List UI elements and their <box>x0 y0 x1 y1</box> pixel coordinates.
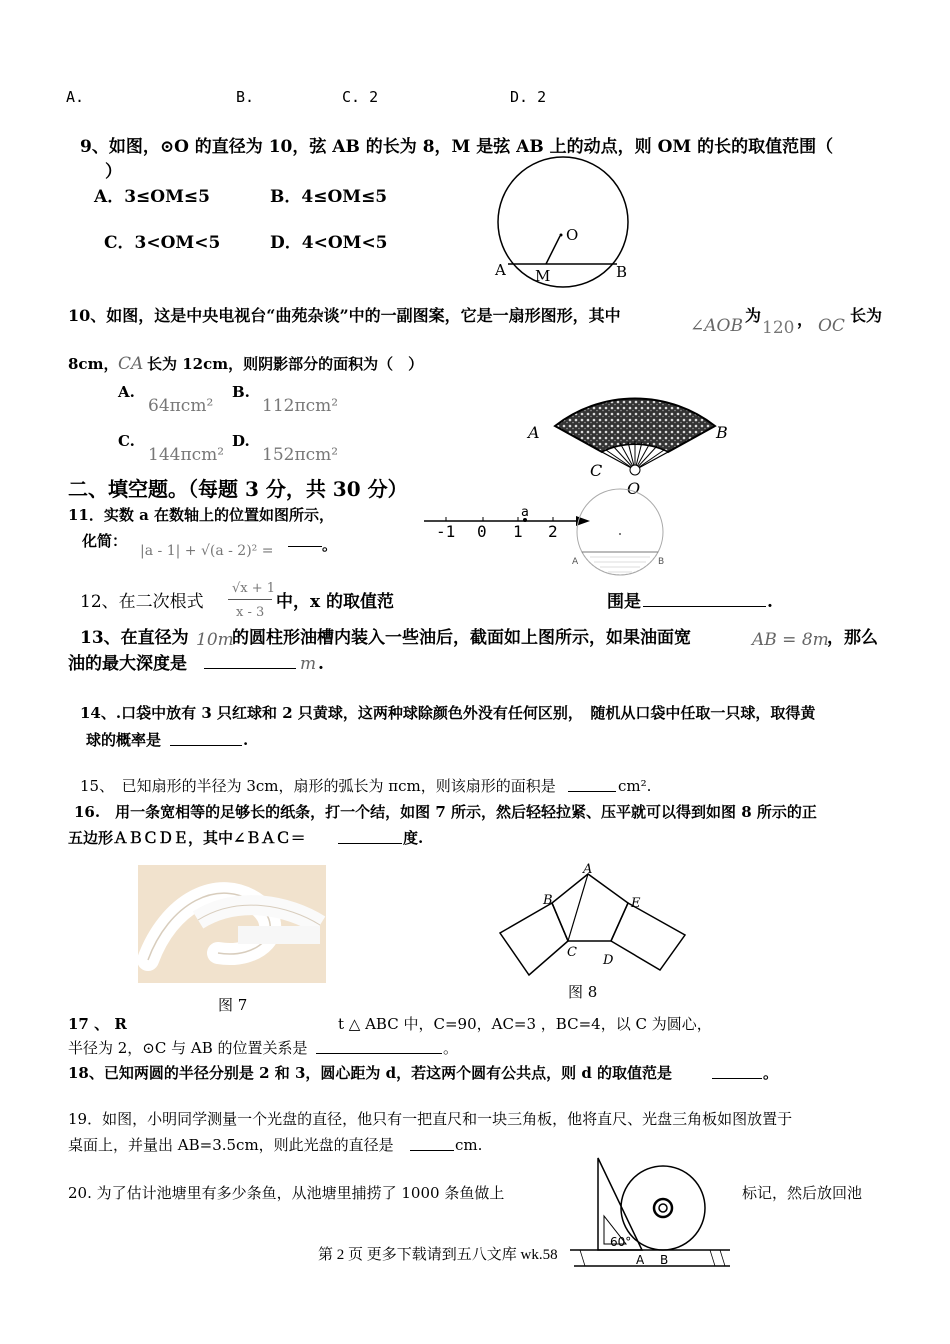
q19-line2: 桌面上，并量出 AB=3.5cm，则此光盘的直径是 <box>68 1136 394 1154</box>
q19-label-b: B <box>660 1253 669 1267</box>
q10-ca: CA <box>118 354 144 374</box>
q10-option-a: 64πcm² <box>148 396 214 416</box>
q11-expression: |a - 1| + √(a - 2)² = <box>140 543 274 559</box>
q10-option-c: 144πcm² <box>148 445 225 465</box>
q15-answer-blank[interactable] <box>568 777 616 796</box>
q13-unit: m <box>300 654 317 674</box>
q10-label-o: O <box>627 479 641 498</box>
q11-simplify: 化简： <box>82 532 128 550</box>
q19-answer-blank[interactable] <box>410 1136 454 1155</box>
point-label-a: a <box>521 505 529 520</box>
option-b: B. <box>236 88 255 106</box>
q18-end: 。 <box>763 1064 779 1082</box>
q10-oc: OC <box>818 316 845 336</box>
q10-len: 长为 <box>850 306 883 325</box>
option-a: A. <box>66 88 85 106</box>
q20-line1: 20. 为了估计池塘里有多少条鱼，从池塘里捕捞了 1000 条鱼做上 <box>68 1184 505 1202</box>
q9-label-o: O <box>566 226 579 244</box>
q11-stem: 11．实数 a 在数轴上的位置如图所示， <box>68 506 335 524</box>
q9-label-m: M <box>535 267 551 285</box>
fig8-label-c: C <box>567 945 577 960</box>
q12-end: . <box>767 592 773 612</box>
q19-line1: 19．如图，小明同学测量一个光盘的直径，他只有一把直尺和一块三角板，他将直尺、光盘三角板如图放置于 <box>68 1110 793 1128</box>
q10-label-a: A <box>528 423 540 442</box>
q10-option-d-label: D. <box>232 432 250 450</box>
option-d: D. 2 <box>510 88 547 106</box>
fig8-label-d: D <box>603 953 614 968</box>
q12-tail: 围是 <box>607 592 641 612</box>
q16-line2: 五边形ＡＢＣＤＥ，其中∠ＢＡＣ＝ <box>68 829 306 847</box>
q13-post: ，那么 <box>827 628 878 648</box>
q19-label-a: A <box>636 1253 645 1267</box>
q12-numerator: √x + 1 <box>232 581 276 596</box>
q10-label-c: C <box>590 461 603 480</box>
q10-label-b: B <box>716 423 728 442</box>
q10-line2b: 长为 12cm，则阴影部分的面积为（ ） <box>147 355 424 373</box>
tick-label-1: 1 <box>513 522 523 541</box>
q10-line1: 10、如图，这是中央电视台“曲苑杂谈”中的一副图案，它是一扇形图形，其中 <box>68 306 621 325</box>
q12-pre: 12、在二次根式 <box>80 592 204 612</box>
q14-answer-blank[interactable] <box>170 731 242 750</box>
q15-text: 15、 已知扇形的半径为 3cm，扇形的弧长为 πcm，则该扇形的面积是 <box>80 777 556 795</box>
fig8-label-e: E <box>631 896 641 911</box>
q17-answer-blank[interactable] <box>316 1039 442 1058</box>
fig8-caption: 图 8 <box>568 983 598 1001</box>
q17-head: 17 、 R <box>68 1015 127 1033</box>
fig8-pentagon <box>495 862 695 977</box>
q15-unit: cm². <box>618 777 652 795</box>
q13-line2: 油的最大深度是 <box>68 654 187 674</box>
q14-line2: 球的概率是 <box>86 731 162 749</box>
q10-wei: 为 <box>745 306 762 325</box>
page-footer: 第 2 页 更多下载请到五八文库 wk.58 <box>318 1247 558 1263</box>
q9-label-a: A <box>495 261 506 279</box>
q12-answer-blank[interactable] <box>643 592 766 611</box>
option-c: C. 2 <box>342 88 379 106</box>
q10-line2a: 8cm， <box>68 355 119 373</box>
fig7-paper-knot <box>138 865 326 983</box>
q13-ab: AB = 8m <box>752 630 829 650</box>
q10-option-a-label: A. <box>118 383 135 401</box>
q10-option-c-label: C. <box>118 432 135 450</box>
q16-answer-blank[interactable] <box>338 829 402 848</box>
q17-end: 。 <box>443 1039 459 1057</box>
q12-denominator: x - 3 <box>236 605 265 620</box>
q11-end: 。 <box>322 536 338 554</box>
q10-degree: 120 <box>762 318 795 338</box>
q14-line1: 14、.口袋中放有 3 只红球和 2 只黄球，这两种球除颜色外没有任何区别， 随机从口袋中任取一只球，取得黄 <box>80 704 816 722</box>
q10-option-b: 112πcm² <box>262 396 339 416</box>
q9-option-c: C．3<OM<5 <box>104 233 221 253</box>
q9-close: ） <box>105 162 122 182</box>
q13-tank-figure <box>570 492 670 582</box>
q12-post: 中，x 的取值范 <box>276 592 395 612</box>
q9-circle-figure <box>490 150 640 290</box>
q13-pre: 13、在直径为 <box>80 628 189 648</box>
q13-label-a: A <box>572 557 579 567</box>
q9-option-a: A．3≤OM≤5 <box>94 187 210 207</box>
q18-answer-blank[interactable] <box>712 1064 762 1083</box>
q11-answer-blank[interactable] <box>288 532 322 551</box>
q10-angle: ∠AOB <box>690 316 743 336</box>
q13-mid: 的圆柱形油槽内装入一些油后，截面如上图所示，如果油面宽 <box>232 628 691 648</box>
tick-label-0: 0 <box>477 522 487 541</box>
q17-body: t △ ABC 中，C=90，AC=3 ，BC=4，以 C 为圆心， <box>338 1015 712 1033</box>
q13-answer-blank[interactable] <box>204 654 296 673</box>
q9-option-d: D．4<OM<5 <box>270 233 388 253</box>
q10-option-b-label: B. <box>232 383 250 401</box>
q10-option-d: 152πcm² <box>262 445 339 465</box>
fig8-label-b: B <box>543 893 553 908</box>
tick-label-2: 2 <box>548 522 558 541</box>
fig8-label-a: A <box>583 862 593 877</box>
q12-fraction-bar <box>228 599 272 600</box>
fig7-caption: 图 7 <box>218 996 248 1014</box>
q18-text: 18、已知两圆的半径分别是 2 和 3，圆心距为 d，若这两个圆有公共点，则 d 的取值范是 <box>68 1064 673 1082</box>
q16-line1: 16. 用一条宽相等的足够长的纸条，打一个结，如图 7 所示，然后轻轻拉紧、压平就可以得到如图 8 所示的正 <box>74 803 817 821</box>
q19-disc-figure <box>570 1158 735 1270</box>
q9-stem: 9、如图，⊙O 的直径为 10，弦 AB 的长为 8，M 是弦 AB 上的动点，则 OM 的长的取值范围（ <box>80 137 834 157</box>
tick-label-neg1: -1 <box>436 522 456 541</box>
q19-unit: cm. <box>455 1136 483 1154</box>
q13-end: . <box>318 654 324 674</box>
section2-title: 二、填空题。（每题 3 分，共 30 分） <box>68 477 408 501</box>
q9-option-b: B．4≤OM≤5 <box>270 187 388 207</box>
q10-comma: ， <box>797 310 814 329</box>
q19-angle-label: 60° <box>610 1235 632 1249</box>
q16-unit: 度. <box>403 829 424 847</box>
q9-label-b: B <box>616 263 628 281</box>
q13-diameter: 10m <box>196 630 234 650</box>
q14-end: . <box>243 731 249 749</box>
q20-tail: 标记，然后放回池 <box>742 1184 863 1202</box>
q13-label-b: B <box>658 557 665 567</box>
q10-fan-figure <box>520 370 740 500</box>
q17-line2: 半径为 2，⊙C 与 AB 的位置关系是 <box>68 1039 308 1057</box>
